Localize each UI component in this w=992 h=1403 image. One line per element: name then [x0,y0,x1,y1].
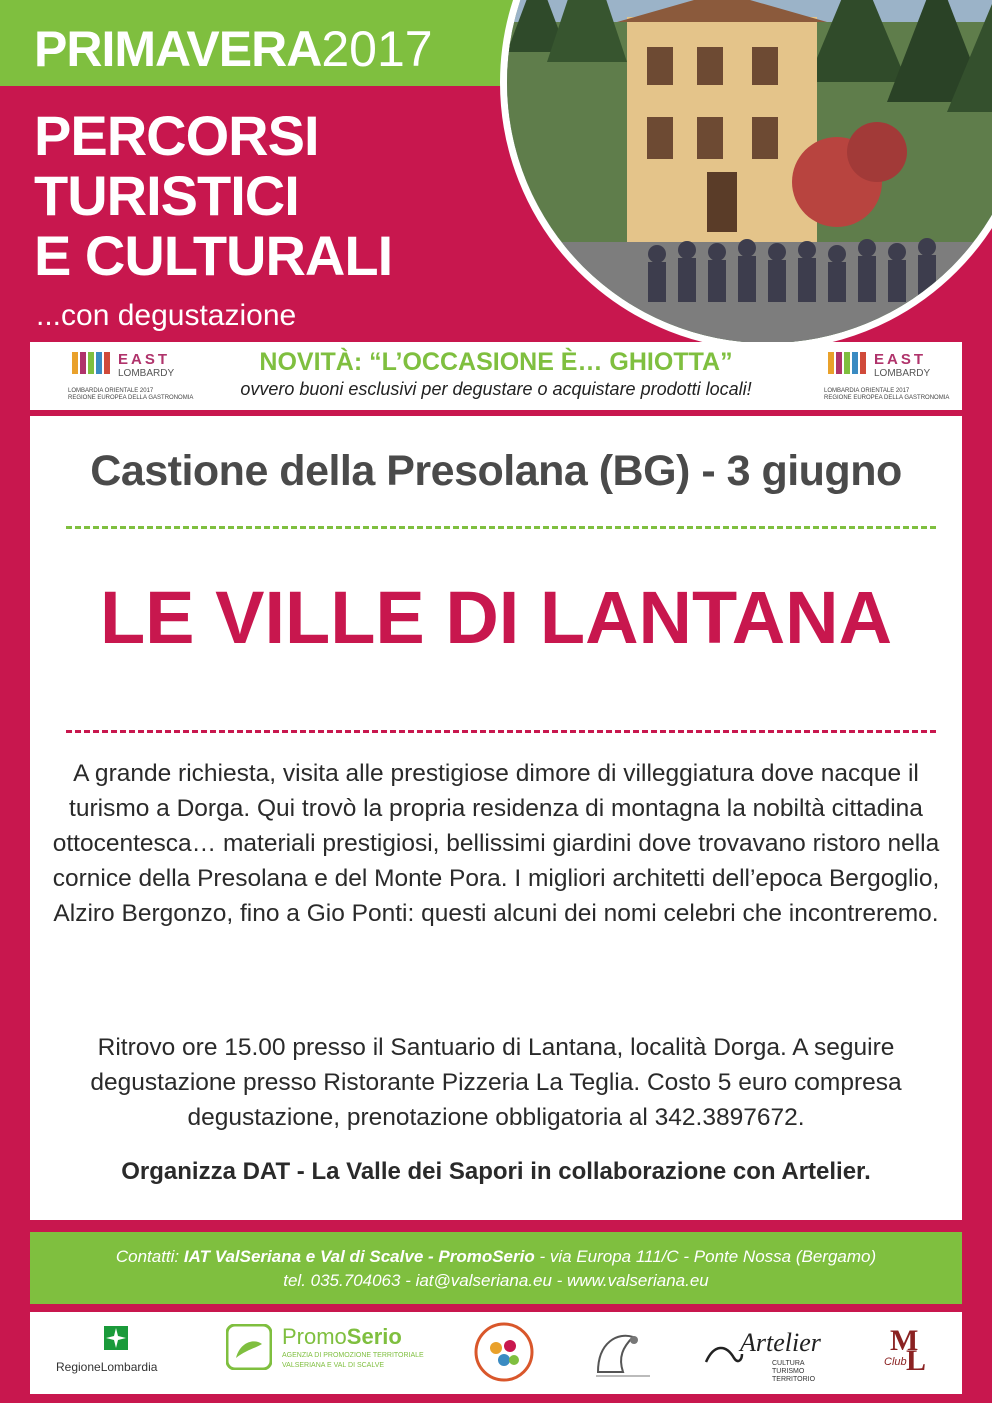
villa-photo [500,0,992,350]
page-subtitle: ...con degustazione [36,299,297,332]
news-title: NOVITÀ: “L’OCCASIONE È… GHIOTTA” [259,348,733,376]
east-lombardy-logo-right [820,348,950,404]
ml-club-l: L [906,1344,927,1377]
season-label [34,20,433,78]
promoserio-sub-1: AGENZIA DI PROMOZIONE TERRITORIALE [282,1352,424,1359]
promoserio-sub-2: VALSERIANA E VAL DI SCALVE [282,1362,385,1369]
divider-bottom [66,730,936,733]
east-foot-line-2: REGIONE EUROPEA DELLA GASTRONOMIA [68,395,194,401]
villa-photo-illustration [507,0,992,350]
promoserio-name [282,1324,402,1350]
event-description: A grande richiesta, visita alle prestigiose dimore di villeggiatura dove nacque il turismo a Dorga. Qui trovò la propria residenza di montagna la nobiltà cittadina ottocentesca… materiali prestigiosi, bellissimi giardini dove trovavano ristoro nella cornice della Presolana e del Monte Pora. I migliori architetti dell’epoca Bergoglio, Alziro Bergonzo, fino a Gio Ponti: questi alcuni dei nomi celebri che incontreremo. [52,760,940,927]
promoserio-logo [226,1320,426,1386]
promoserio-name-b: Serio [346,1324,402,1349]
ml-club-label: Club [884,1356,907,1368]
sponsor-logos [30,1312,962,1394]
distretto-commercio-icon [474,1322,534,1382]
artelier-swirl-icon [704,1340,744,1370]
east-sub: LOMBARDY [874,368,931,379]
contacts-line-1 [30,1246,962,1268]
distretto-commercio-logo [474,1320,538,1386]
east-word: EAST [874,351,927,368]
contacts-org: IAT ValSeriana e Val di Scalve - PromoSerio [183,1247,535,1266]
regione-lombardia-label: RegioneLombardia [56,1360,158,1374]
east-word: EAST [118,351,171,368]
rosa-camuna-icon [104,1326,128,1350]
promoserio-name-a: Promo [282,1324,347,1349]
artelier-sub-2: TURISMO [772,1368,805,1375]
divider-top [66,526,936,529]
ml-club-logo [884,1320,934,1386]
title-line-2: TURISTICI [34,164,299,227]
consorzio-icon [588,1322,658,1382]
east-foot-line-1: LOMBARDIA ORIENTALE 2017 [68,388,154,394]
regione-lombardia-logo [56,1320,176,1386]
news-band [30,342,962,410]
artelier-logo [704,1320,844,1386]
east-foot-line-2: REGIONE EUROPEA DELLA GASTRONOMIA [824,395,950,401]
season-word: PRIMAVERA [34,21,322,77]
news-subtitle: ovvero buoni esclusivi per degustare o acquistare prodotti locali! [240,379,752,399]
event-panel [30,416,962,1220]
title-line-3: E CULTURALI [34,224,393,287]
artelier-sub-1: CULTURA [772,1360,805,1367]
contacts-address: - via Europa 111/C - Ponte Nossa (Bergamo) [534,1247,877,1266]
ml-club-m: M [890,1324,919,1357]
title-line-1: PERCORSI [34,104,319,167]
event-location: Castione della Presolana (BG) - 3 giugno [90,447,902,495]
wine-glasses-icon [826,350,874,386]
event-headline: LE VILLE DI LANTANA [99,576,893,659]
contacts-prefix: Contatti: [115,1247,184,1266]
east-foot-line-1: LOMBARDIA ORIENTALE 2017 [824,388,910,394]
promoserio-icon [226,1324,272,1370]
event-details: Ritrovo ore 15.00 presso il Santuario di Lantana, località Dorga. A seguire degustazione presso Ristorante Pizzeria La Teglia. Costo 5 euro compresa degustazione, prenotazione obbligatoria al 342.3897672. [90,1034,902,1131]
east-sub: LOMBARDY [118,368,175,379]
east-foot [824,388,950,402]
contacts-line-2: tel. 035.704063 - iat@valseriana.eu - www.valseriana.eu [283,1271,709,1290]
contacts-band [30,1232,962,1304]
consorzio-logo [588,1320,668,1386]
page-title [34,106,392,286]
artelier-name: Artelier [740,1328,821,1357]
event-organizer: Organizza DAT - La Valle dei Sapori in collaborazione con Artelier. [121,1158,871,1185]
season-year: 2017 [321,21,433,77]
artelier-sub-3: TERRITORIO [772,1376,816,1383]
